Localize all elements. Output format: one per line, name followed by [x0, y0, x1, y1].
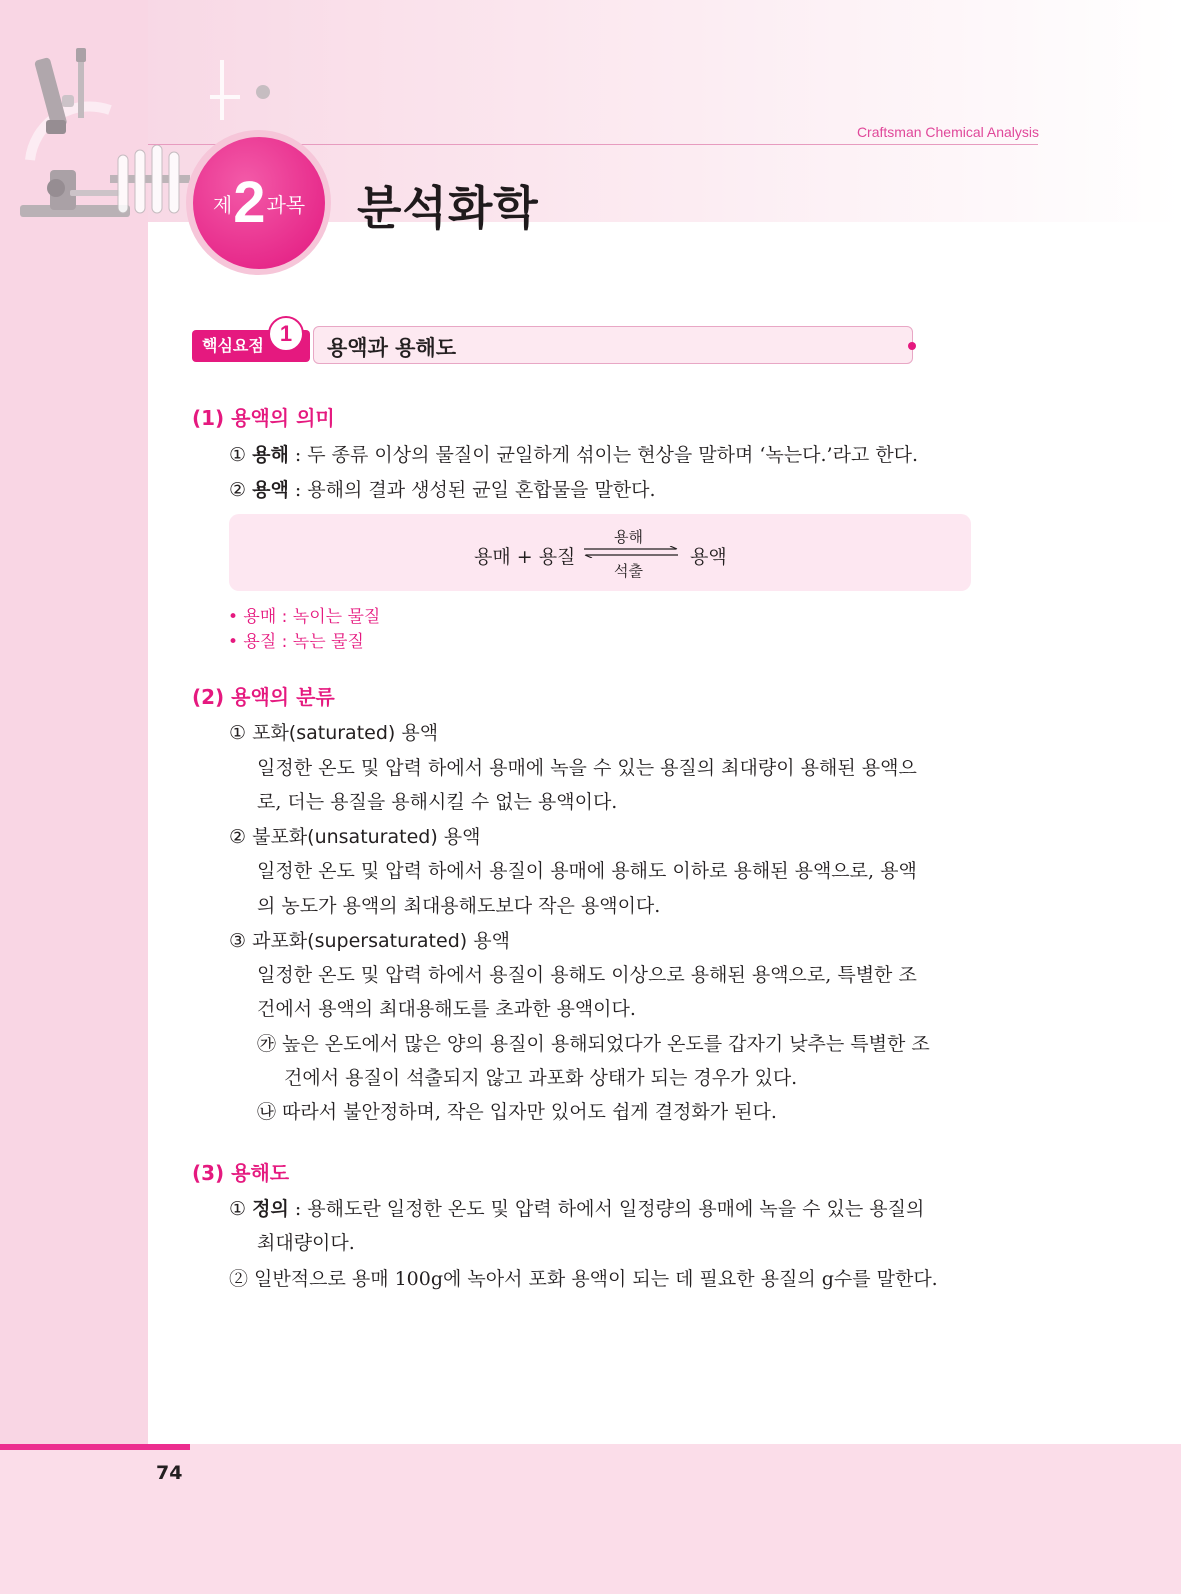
item-text: : 용해의 결과 생성된 균일 혼합물을 말한다. [288, 479, 656, 501]
equation-right: 용액 [690, 546, 727, 568]
s2-a-line-2: 로, 더는 용질을 용해시킬 수 없는 용액이다. [257, 791, 618, 813]
item-number: ② [229, 479, 247, 501]
s2-c-na-line: ㉯ 따라서 불안정하며, 작은 입자만 있어도 쉽게 결정화가 된다. [257, 1101, 777, 1123]
left-sidebar [0, 0, 148, 1594]
chapter-badge [193, 137, 325, 269]
item-term: 용액 [252, 479, 289, 501]
s2-item-c-title [229, 932, 510, 951]
chapter-title: 분석화학 [357, 181, 539, 235]
s2-c-line-1: 일정한 온도 및 압력 하에서 용질이 용해도 이상으로 용해된 용액으로, 특별한 조 [257, 964, 917, 986]
key-point-title: 용액과 용해도 [327, 336, 457, 360]
s2-c-ga-line-1: ㉮ 높은 온도에서 많은 양의 용질이 용해되었다가 온도를 갑자기 낮추는 특별한 조 [257, 1033, 930, 1055]
s3-item-1-line-2: 최대량이다. [257, 1232, 355, 1254]
item-term: 정의 [252, 1198, 289, 1220]
running-title: Craftsman Chemical Analysis [856, 124, 1039, 140]
chapter-prefix: 제 [212, 194, 233, 217]
s3-item-1 [229, 1200, 924, 1219]
s3-item-2: ② 일반적으로 용매 100g에 녹아서 포화 용액이 되는 데 필요한 용질의 g수를 말한다. [229, 1268, 938, 1290]
page-number: 74 [156, 1462, 183, 1484]
key-point-tag: 핵심요점 [192, 330, 310, 362]
key-point-dot [908, 342, 916, 350]
item-number: ② [229, 826, 247, 848]
s2-b-line-1: 일정한 온도 및 압력 하에서 용질이 용매에 용해도 이하로 용해된 용액으로, 용액 [257, 860, 917, 882]
item-title: 불포화(unsaturated) 용액 [252, 826, 481, 848]
s2-item-a-title [229, 724, 438, 743]
note-solute: • 용질 : 녹는 물질 [228, 632, 364, 652]
section-heading-1: (1) 용액의 의미 [192, 406, 335, 430]
s2-a-line-1: 일정한 온도 및 압력 하에서 용매에 녹을 수 있는 용질의 최대량이 용해된 용액으 [257, 757, 917, 779]
s1-item-1 [229, 446, 918, 465]
s2-b-line-2: 의 농도가 용액의 최대용해도보다 작은 용액이다. [257, 895, 661, 917]
item-title: 포화(saturated) 용액 [252, 722, 439, 744]
item-number: ① [229, 1198, 247, 1220]
s1-item-2 [229, 481, 656, 500]
item-number: ③ [229, 930, 247, 952]
item-title: 과포화(supersaturated) 용액 [252, 930, 510, 952]
s2-c-line-2: 건에서 용액의 최대용해도를 초과한 용액이다. [257, 998, 636, 1020]
note-solvent: • 용매 : 녹이는 물질 [228, 607, 381, 627]
section-heading-3: (3) 용해도 [192, 1161, 290, 1185]
item-term: 용해 [252, 444, 289, 466]
equilibrium-arrows-icon [582, 546, 680, 558]
key-point-number: 1 [268, 316, 304, 352]
chapter-suffix: 과목 [266, 194, 306, 217]
s2-c-ga-line-2: 건에서 용질이 석출되지 않고 과포화 상태가 되는 경우가 있다. [284, 1067, 798, 1089]
chapter-number: 2 [233, 170, 266, 235]
equation-under: 석출 [614, 562, 643, 580]
s2-item-b-title [229, 828, 481, 847]
equation-left: 용매 + 용질 [474, 546, 576, 568]
item-text: : 용해도란 일정한 온도 및 압력 하에서 일정량의 용매에 녹을 수 있는 용질의 [288, 1198, 925, 1220]
item-number: ① [229, 444, 247, 466]
item-number: ① [229, 722, 247, 744]
footer-accent-line [0, 1444, 190, 1450]
section-heading-2: (2) 용액의 분류 [192, 685, 335, 709]
item-text: : 두 종류 이상의 물질이 균일하게 섞이는 현상을 말하며 ‘녹는다.’라고 한다. [288, 444, 919, 466]
equation-over: 용해 [614, 528, 643, 546]
